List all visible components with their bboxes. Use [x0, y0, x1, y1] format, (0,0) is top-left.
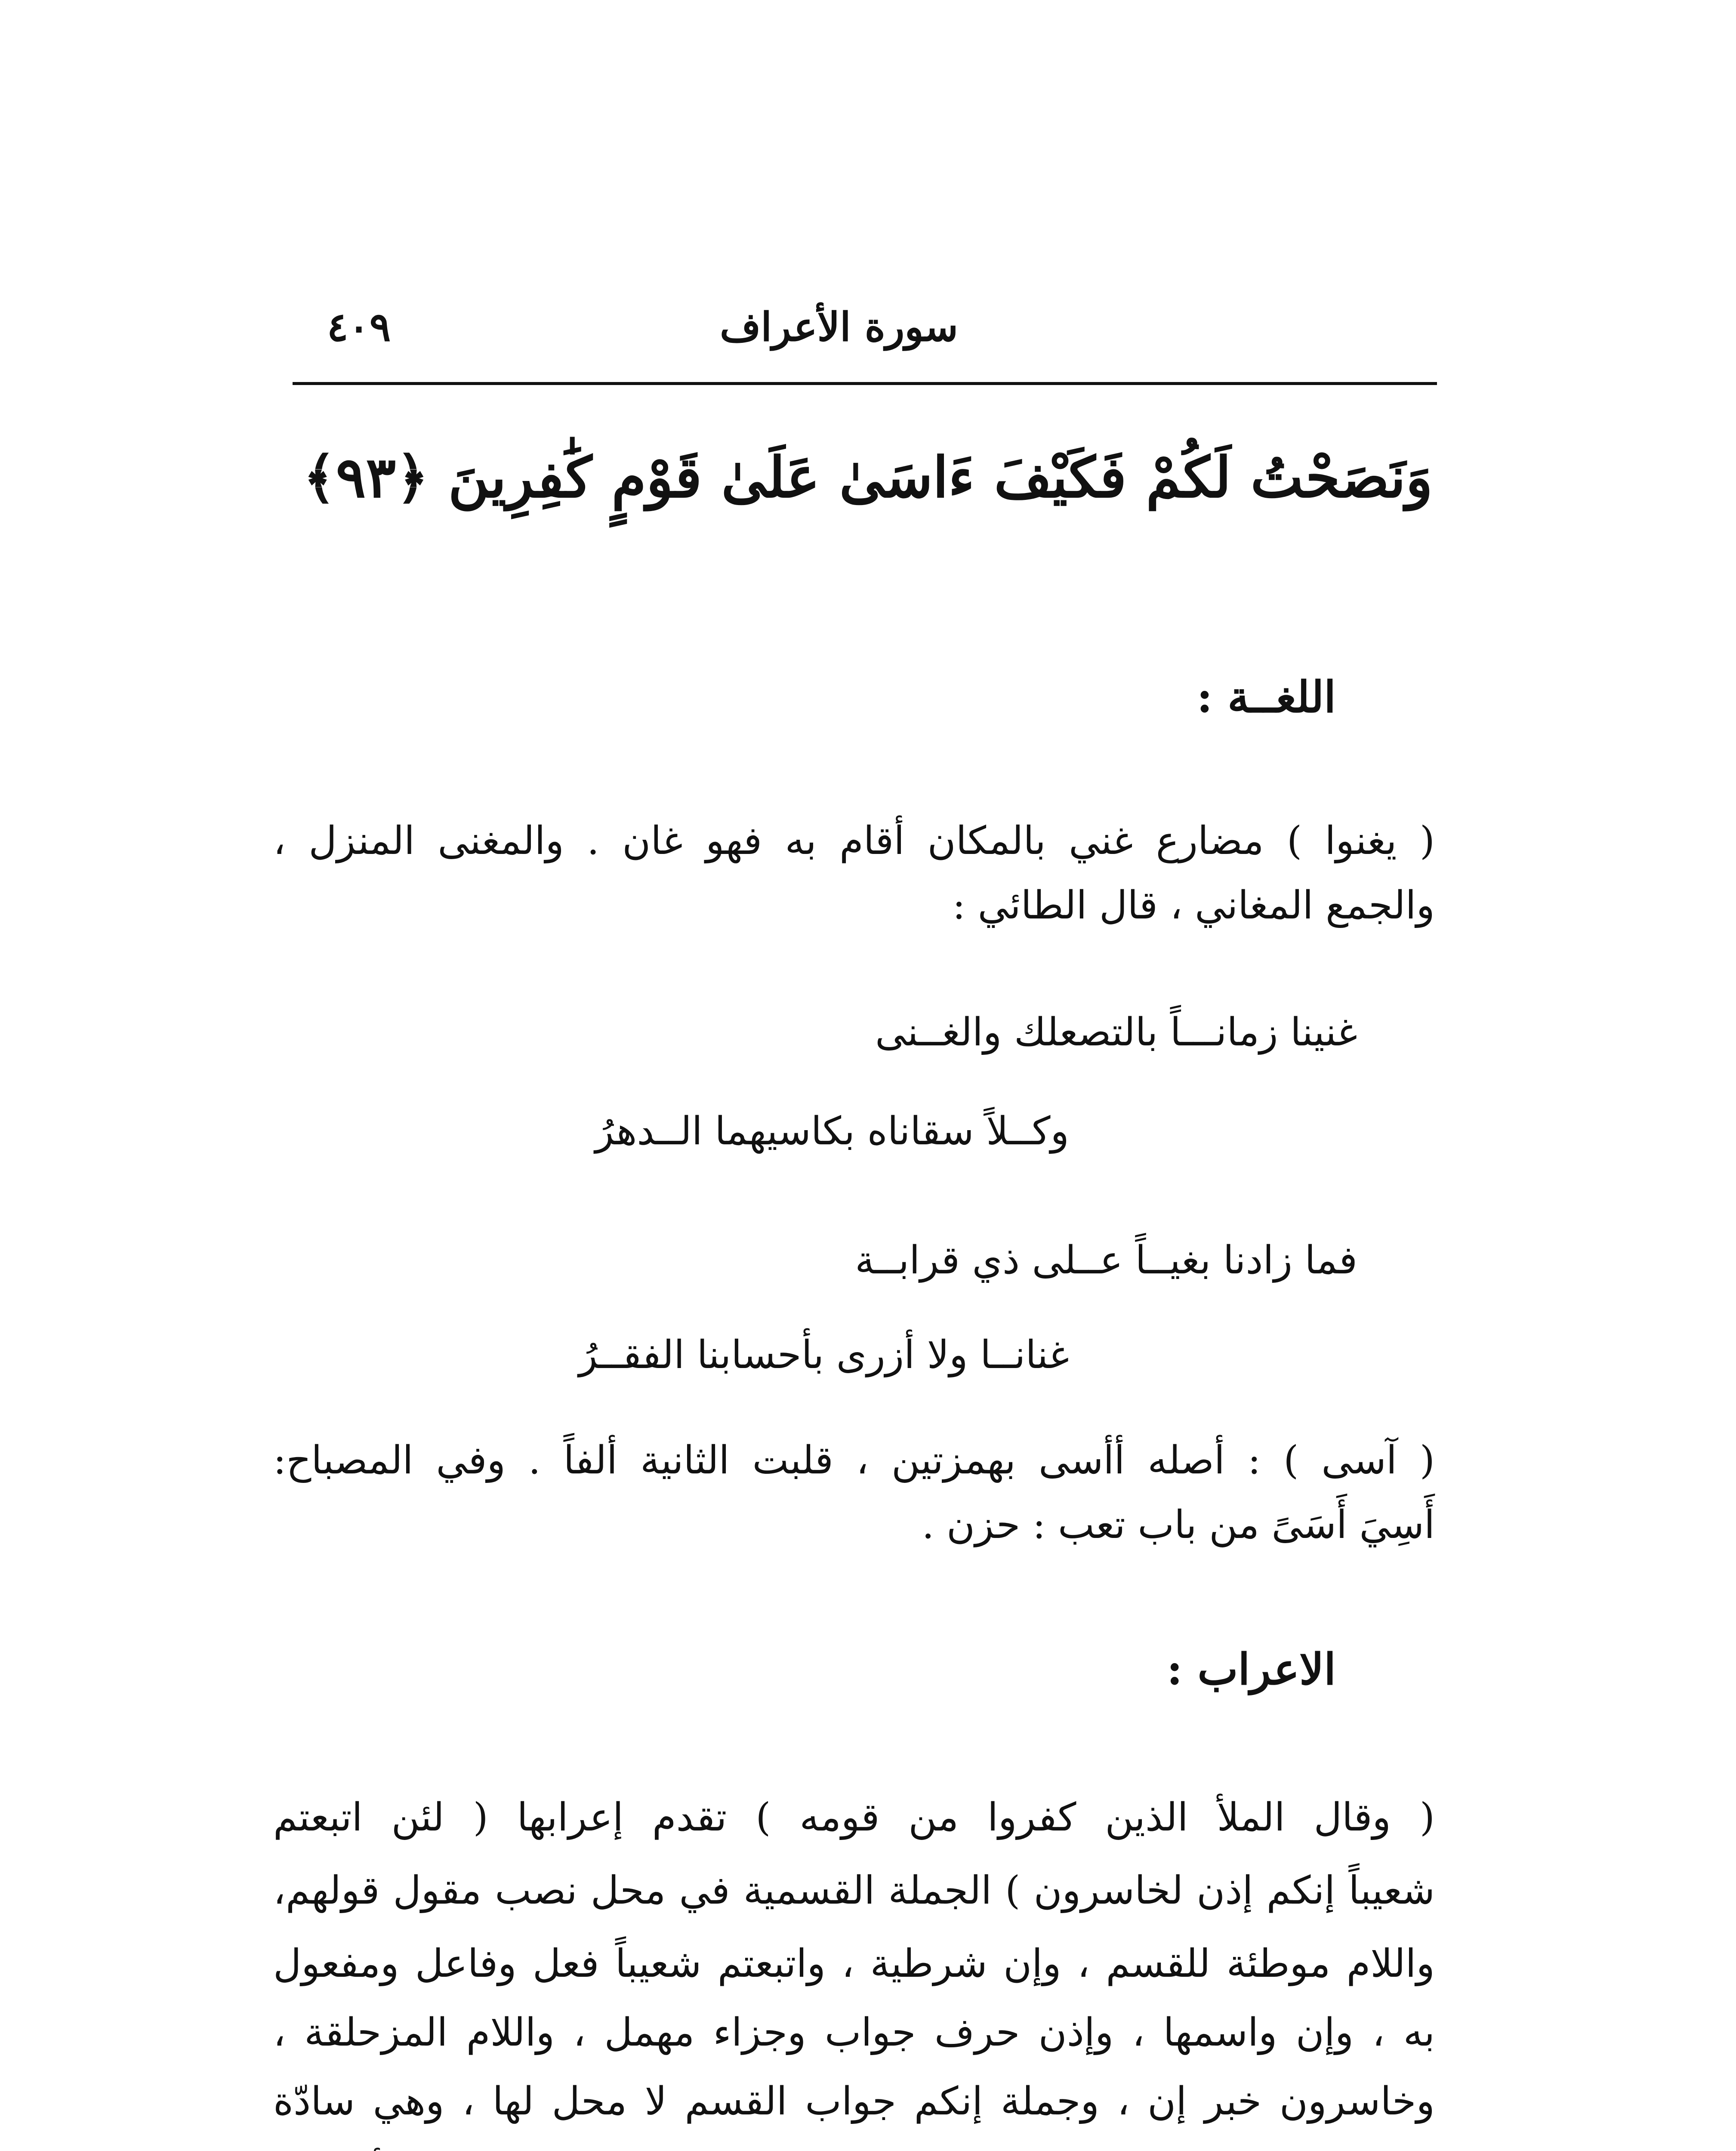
- page-number: ٤٠٩: [327, 304, 391, 350]
- irab-line-1: ( وقال الملأ الذين كفروا من قومه ) تقدم إعرابها ( لئن اتبعتم: [273, 1795, 1435, 1840]
- poem-line-3: فما زادنا بغيــاً عــلى ذي قرابــة: [855, 1238, 1357, 1283]
- quran-verse: وَنَصَحْتُ لَكُمْ فَكَيْفَ ءَاسَىٰ عَلَىٰ قَوْمٍ كَٰفِرِينَ ﴿٩٣﴾: [303, 444, 1433, 510]
- asa-line-1: ( آسى ) : أصله أأسى بهمزتين ، قلبت الثانية ألفاً . وفي المصباح:: [273, 1438, 1435, 1483]
- irab-line-5: وخاسرون خبر إن ، وجملة إنكم جواب القسم لا محل لها ، وهي سادّة: [273, 2079, 1435, 2124]
- irab-line-4: به ، وإن واسمها ، وإذن حرف جواب وجزاء مهمل ، واللام المزحلقة ،: [273, 2010, 1435, 2055]
- section-heading-lugha: اللغــة :: [1196, 672, 1336, 722]
- lugha-line-1: ( يغنوا ) مضارع غني بالمكان أقام به فهو غان . والمغنى المنزل ،: [273, 818, 1435, 863]
- poem-line-1: غنينا زمانـــاً بالتصعلك والغــنى: [875, 1010, 1357, 1055]
- irab-line-2: شعيباً إنكم إذن لخاسرون ) الجملة القسمية في محل نصب مقول قولهم،: [273, 1868, 1435, 1913]
- section-heading-irab: الاعراب :: [1166, 1644, 1336, 1695]
- header-divider: [293, 382, 1437, 385]
- asa-line-2: أَسِيَ أَسَىً من باب تعب : حزن .: [922, 1502, 1435, 1547]
- poem-line-4: غنانــا ولا أزرى بأحسابنا الفقــرُ: [579, 1332, 1069, 1378]
- surah-title: سورة الأعراف: [720, 304, 958, 350]
- lugha-line-2: والجمع المغاني ، قال الطائي :: [952, 883, 1435, 928]
- poem-line-2: وكــلاً سقاناه بكاسيهما الــدهرُ: [595, 1109, 1069, 1154]
- irab-line-3: واللام موطئة للقسم ، وإن شرطية ، واتبعتم شعيباً فعل وفاعل ومفعول: [273, 1941, 1435, 1986]
- irab-line-6: [273, 2142, 1435, 2151]
